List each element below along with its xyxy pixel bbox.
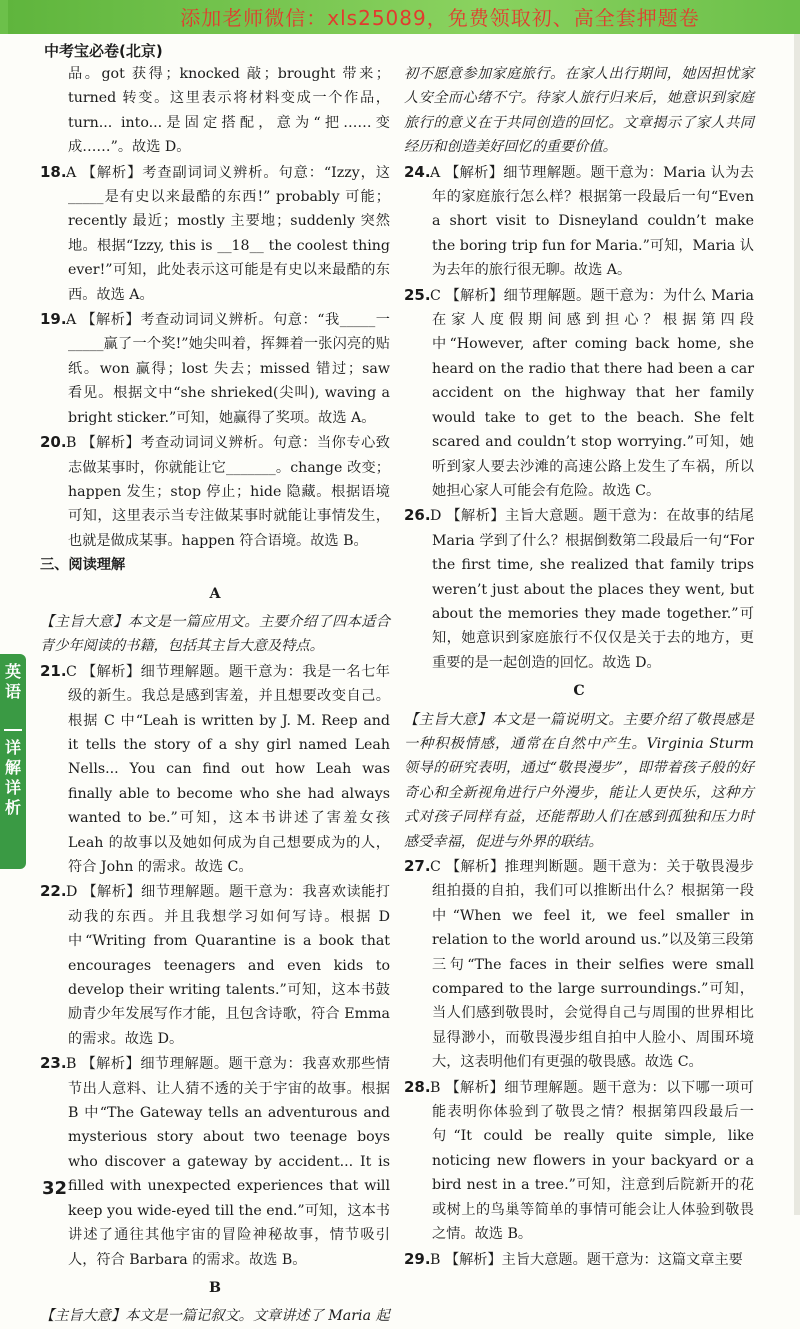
question-number: 18. [40,162,67,181]
subject-side-tab [0,654,26,869]
answer-item [40,160,390,307]
answer-item [40,879,390,1051]
right-column [404,62,754,1272]
answer-item [404,160,754,283]
answer-text: B 【解析】细节理解题。题干意为：以下哪一项可能表明你体验到了敬畏之情？根据第四段最后一句“It could be really quite simple, like noticing new flowers in your backyard or a bird nest in a tree.”可知，注意到后院新开的花或树上的鸟巢等简单的事情可能会让人体验到敬畏之情。故选 B。 [430,1079,754,1243]
answer-text: A 【解析】细节理解题。题干意为：Maria 认为去年的家庭旅行怎么样？根据第一段最后一句“Even a short visit to Disneyland couldn’t make the boring trip fun for Maria.”可知，Maria 认为去年的旅行很无聊。故选 A。 [430,164,754,279]
page [0,34,800,1325]
passage-heading: A [209,585,221,602]
answer-text: C 【解析】细节理解题。题干意为：为什么 Maria 在家人度假期间感到担心？根据第四段中“However, after coming back home, she heard on the radio that there had been a car accident on the highway that her family would take to get to the beach. She felt scared and couldn’t stop worrying.”可知，她听到家人要去沙滩的高速公路上发生了车祸，所以她担心家人可能会有危险。故选 C。 [430,287,754,499]
answer-text: A 【解析】考查副词词义辨析。句意：“Izzy，这_____是有史以来最酷的东西!” probably 可能；recently 最近；mostly 主要地；suddenly 突然地。根据“Izzy, this is __18__ the coolest thing ever!”可知，此处表示这可能是有史以来最酷的东西。故选 A。 [66,164,390,303]
question-number: 23. [40,1054,67,1073]
page-header: 中考宝必卷(北京) [44,42,163,60]
answer-text: D 【解析】主旨大意题。题干意为：在故事的结尾 Maria 学到了什么？根据倒数第二段最后一句“For the first time, she realized that family trips weren’t just about the places they went, but about the memories they made together.”可知，她意识到家庭旅行不仅仅是关于去的地方，更重要的是一起创造的回忆。故选 D。 [430,508,754,671]
summary-paragraph: 【主旨大意】本文是一篇记叙文。文章讲述了 Maria 起 [40,1308,390,1325]
continued-paragraph: 品。got 获得；knocked 敲；brought 带来；turned 转变。这里表示将材料变成一个作品，turn... into...是固定搭配，意为“把……变成……”。故选 D。 [68,66,390,156]
question-number: 20. [40,433,67,452]
question-number: 29. [404,1249,431,1268]
answer-item [40,430,390,553]
question-number: 22. [40,882,67,901]
sidebar-label: 详解详析 [4,738,21,817]
question-number: 25. [404,285,431,304]
answer-item [40,1051,390,1272]
answer-item [404,854,754,1075]
question-number: 27. [404,857,431,875]
answer-item [404,1075,754,1247]
question-number: 26. [404,506,431,525]
top-banner [0,0,800,34]
page-edge [794,34,800,1215]
question-number: 21. [40,661,67,680]
sidebar-subject: 英语 [4,662,21,701]
answer-text: C 【解析】推理判断题。题干意为：关于敬畏漫步组拍摄的自拍，我们可以推断出什么？根据第一段中“When we feel it, we feel smaller in relation to the world around us.”以及第三段第三句“The faces in their selfies were small compared to the large surroundings.”可知，当人们感到敬畏时，会觉得自己与周围的世界相比显得渺小，而敬畏漫步组自拍中人脸小、周围环境大，这表明他们有更强的敬畏感。故选 C。 [430,859,754,1071]
answer-item [404,1247,754,1272]
passage-heading: B [209,1279,221,1296]
question-number: 24. [404,162,431,181]
answer-text: B 【解析】考查动词词义辨析。句意：当你专心致志做某事时，你就能让它_______。change 改变；happen 发生；stop 停止；hide 隐藏。根据语境可知，这里表示当专注做某事时就能让事情发生，也就是做成某事。happen 符合语境。故选 B。 [66,435,390,549]
question-number: 19. [40,310,67,329]
sidebar-divider [4,729,22,731]
passage-heading: C [573,683,585,700]
answer-item [40,659,390,880]
answer-text: B 【解析】主旨大意题。题干意为：这篇文章主要 [430,1251,743,1268]
summary-paragraph: 初不愿意参加家庭旅行。在家人出行期间，她因担忧家人安全而心绪不宁。待家人旅行归来后，她意识到家庭旅行的意义在于共同创造的回忆。文章揭示了家人共同经历和创造美好回忆的重要价值。 [404,66,754,156]
answer-text: C 【解析】细节理解题。题干意为：我是一名七年级的新生。我总是感到害羞，并且想要改变自己。根据 C 中“Leah is written by J. M. Reep and it tells the story of a shy girl named Leah Nells... You can find out how Leah was finally able to become who she had always wanted to be.”可知，这本书讲述了害羞女孩 Leah 的故事以及她如何成为自己想要成为的人，符合 John 的需求。故选 C。 [66,663,390,875]
answer-text: A 【解析】考查动词词义辨析。句意：“我_____一_____赢了一个奖!”她尖叫着，挥舞着一张闪亮的贴纸。won 赢得；lost 失去；missed 错过；saw 看见。根据文中“she shrieked(尖叫), waving a bright sticker.”可知，她赢得了奖项。故选 A。 [66,312,390,426]
section-title: 三、阅读理解 [40,557,126,574]
answer-item [404,283,754,504]
answer-text: D 【解析】细节理解题。题干意为：我喜欢读能打动我的东西。并且我想学习如何写诗。根据 D 中“Writing from Quarantine is a book that encourages teenagers and even kids to develop their writing talents.”可知，这本书鼓励青少年发展写作才能，且包含诗歌，符合 Emma 的需求。故选 D。 [66,884,390,1047]
page-number: 32 [42,1178,68,1199]
answer-text: B 【解析】细节理解题。题干意为：我喜欢那些情节出人意料、让人猜不透的关于宇宙的故事。根据 B 中“The Gateway tells an adventurous and mysterious story about two teenage boys who discover a gateway by accident... It is filled with unexpected experiences that will keep you wide-eyed till the end.”可知，这本书讲述了通往其他宇宙的冒险神秘故事，情节吸引人，符合 Barbara 的需求。故选 B。 [66,1056,390,1268]
left-column [40,62,390,1329]
answer-item [40,307,390,430]
summary-paragraph: 【主旨大意】本文是一篇应用文。主要介绍了四本适合青少年阅读的书籍，包括其主旨大意及特点。 [40,613,390,655]
summary-paragraph: 【主旨大意】本文是一篇说明文。主要介绍了敬畏感是一种积极情感，通常在自然中产生。Virginia Sturm 领导的研究表明，通过“敬畏漫步”，即带着孩子般的好奇心和全新视角进行户外漫步，能让人更快乐，这种方式对孩子同样有益，还能帮助人们在感到孤独和压力时感受幸福，促进与外界的联结。 [404,711,754,850]
question-number: 28. [404,1077,431,1096]
answer-item [404,503,754,675]
watermark-text: 添加老师微信：xls25089，免费领取初、高全套押题卷 [180,6,700,30]
